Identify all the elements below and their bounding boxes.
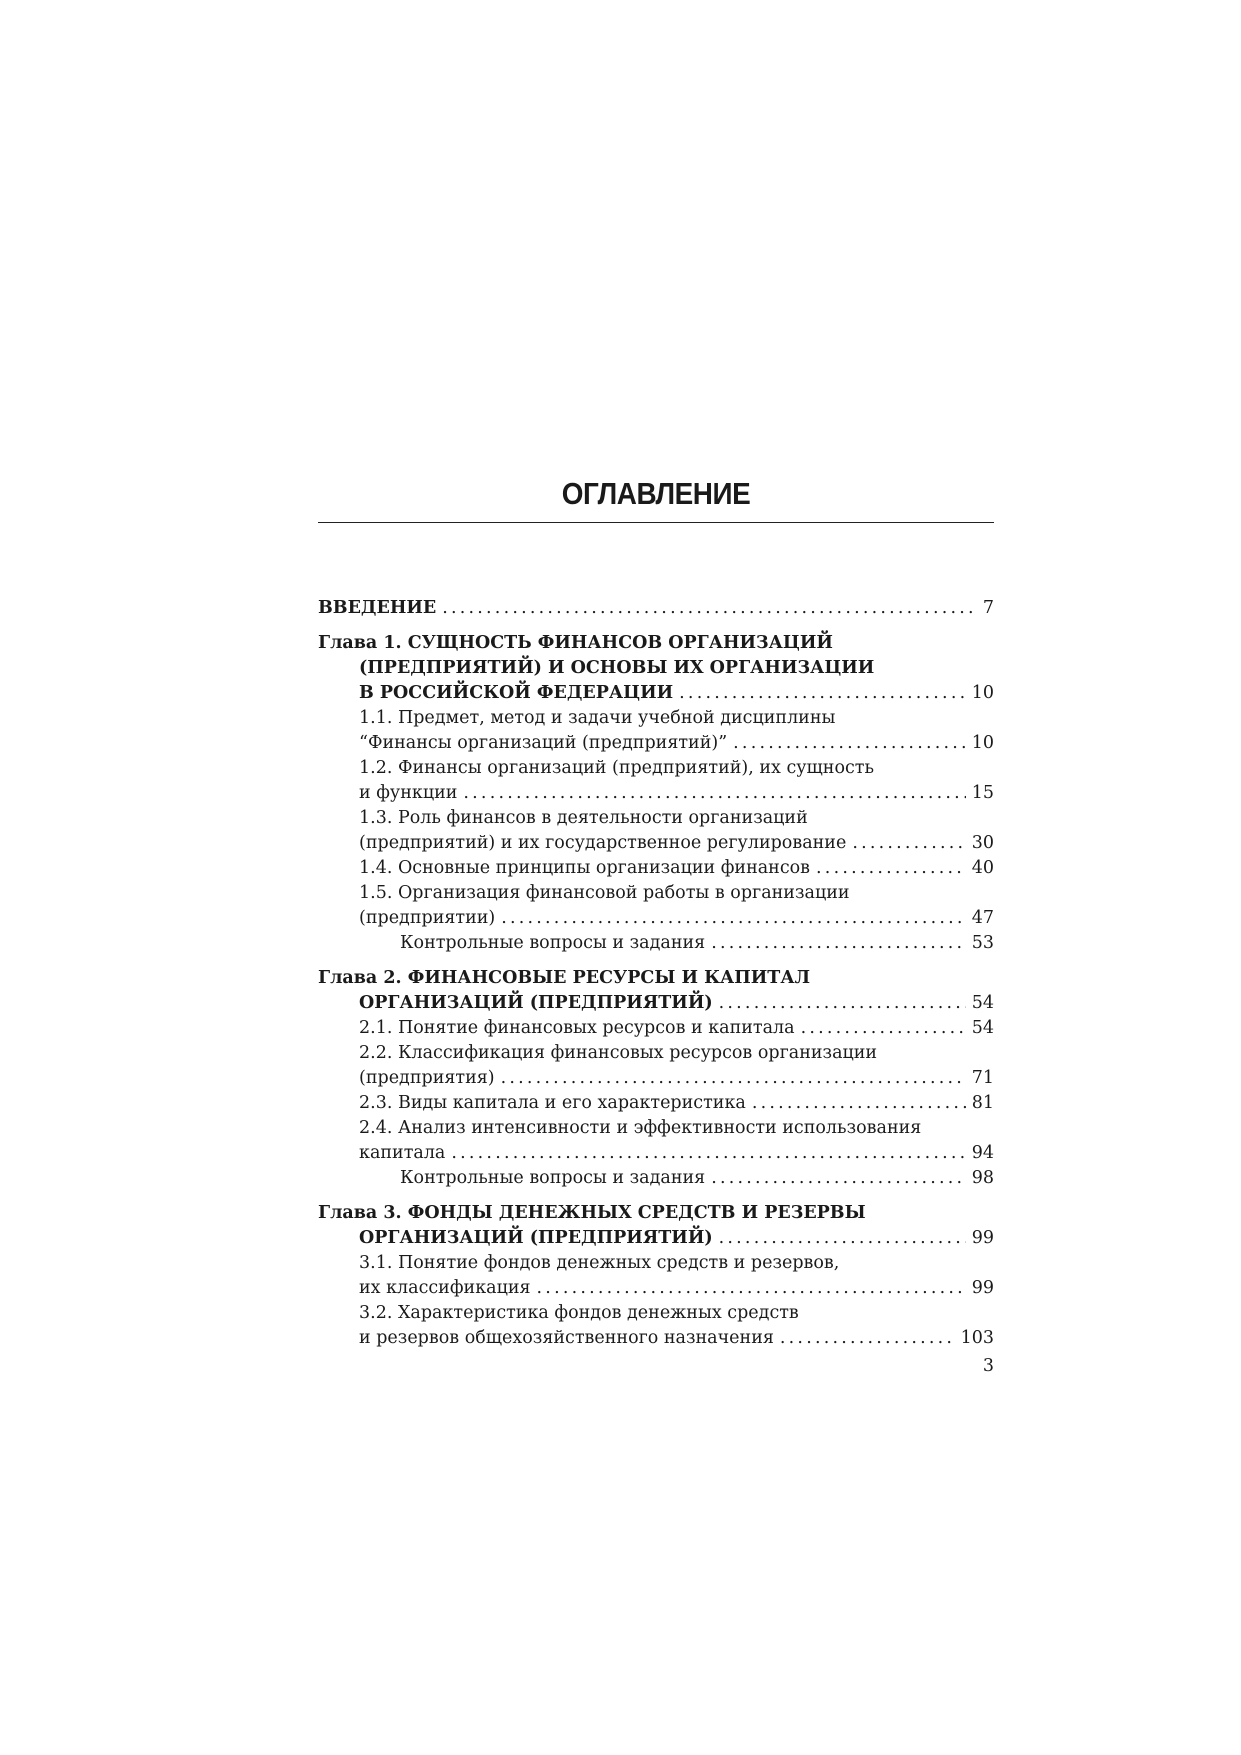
chapter-heading-line[interactable] bbox=[318, 966, 994, 991]
section-title: капитала bbox=[359, 1143, 446, 1163]
page-ref: 99 bbox=[971, 1228, 994, 1248]
leader-dots bbox=[442, 596, 977, 621]
leader-dots bbox=[719, 1226, 966, 1251]
page-ref: 10 bbox=[971, 733, 994, 753]
chapter-heading-line[interactable] bbox=[318, 631, 994, 656]
section-title: 2.1. Понятие финансовых ресурсов и капитала bbox=[359, 1018, 795, 1038]
toc-entry[interactable] bbox=[318, 596, 994, 621]
leader-dots bbox=[752, 1091, 966, 1116]
section-title: 1.3. Роль финансов в деятельности организаций bbox=[359, 808, 808, 828]
chapter-prefix: Глава 3. bbox=[318, 1203, 402, 1223]
section-line[interactable] bbox=[318, 1116, 994, 1141]
chapter-heading-line[interactable] bbox=[318, 991, 994, 1016]
chapter-title: ОРГАНИЗАЦИЙ (ПРЕДПРИЯТИЙ) bbox=[359, 993, 713, 1013]
toc-intro bbox=[318, 596, 994, 621]
page-ref: 15 bbox=[971, 783, 994, 803]
section-title: 1.4. Основные принципы организации финансов bbox=[359, 858, 811, 878]
questions-line[interactable] bbox=[318, 931, 994, 956]
section-line[interactable] bbox=[318, 1016, 994, 1041]
section-line[interactable] bbox=[318, 906, 994, 931]
leader-dots bbox=[852, 831, 965, 856]
leader-dots bbox=[679, 681, 966, 706]
page-ref: 71 bbox=[971, 1068, 994, 1088]
section-title: 1.2. Финансы организаций (предприятий), их сущность bbox=[359, 758, 875, 778]
section-line[interactable] bbox=[318, 731, 994, 756]
leader-dots bbox=[463, 781, 965, 806]
section-line[interactable] bbox=[318, 1301, 994, 1326]
toc-chapter-2 bbox=[318, 966, 994, 1191]
chapter-heading-line[interactable] bbox=[318, 656, 994, 681]
page-ref: 40 bbox=[971, 858, 994, 878]
chapter-title: ФОНДЫ ДЕНЕЖНЫХ СРЕДСТВ И РЕЗЕРВЫ bbox=[407, 1203, 866, 1223]
section-line[interactable] bbox=[318, 1276, 994, 1301]
page-ref: 81 bbox=[971, 1093, 994, 1113]
questions-title: Контрольные вопросы и задания bbox=[400, 933, 706, 953]
page-ref: 103 bbox=[960, 1328, 994, 1348]
page-title: ОГЛАВЛЕНИЕ bbox=[561, 476, 751, 511]
section-title: (предприятии) bbox=[359, 908, 496, 928]
section-title: 1.5. Организация финансовой работы в организации bbox=[359, 883, 850, 903]
section-title: “Финансы организаций (предприятий)” bbox=[359, 733, 728, 753]
section-title: 2.3. Виды капитала и его характеристика bbox=[359, 1093, 746, 1113]
leader-dots bbox=[501, 906, 965, 931]
section-line[interactable] bbox=[318, 1066, 994, 1091]
section-line[interactable] bbox=[318, 1251, 994, 1276]
section-title: 1.1. Предмет, метод и задачи учебной дисциплины bbox=[359, 708, 836, 728]
leader-dots bbox=[711, 931, 966, 956]
section-title: и функции bbox=[359, 783, 458, 803]
page-number: 3 bbox=[982, 1356, 994, 1376]
intro-label: ВВЕДЕНИЕ bbox=[318, 598, 437, 618]
chapter-prefix: Глава 2. bbox=[318, 968, 402, 988]
section-line[interactable] bbox=[318, 1041, 994, 1066]
section-title: (предприятий) и их государственное регулирование bbox=[359, 833, 847, 853]
page-ref: 54 bbox=[971, 1018, 994, 1038]
section-title: 3.2. Характеристика фондов денежных средств bbox=[359, 1303, 799, 1323]
chapter-heading-line[interactable] bbox=[318, 681, 994, 706]
chapter-title: СУЩНОСТЬ ФИНАНСОВ ОРГАНИЗАЦИЙ bbox=[407, 633, 833, 653]
leader-dots bbox=[801, 1016, 966, 1041]
page-ref: 99 bbox=[971, 1278, 994, 1298]
toc-chapter-1 bbox=[318, 631, 994, 956]
section-line[interactable] bbox=[318, 881, 994, 906]
section-title: 3.1. Понятие фондов денежных средств и резервов, bbox=[359, 1253, 840, 1273]
chapter-title: ОРГАНИЗАЦИЙ (ПРЕДПРИЯТИЙ) bbox=[359, 1228, 713, 1248]
page-ref: 7 bbox=[982, 598, 994, 618]
questions-title: Контрольные вопросы и задания bbox=[400, 1168, 706, 1188]
chapter-prefix: Глава 1. bbox=[318, 633, 402, 653]
title-rule bbox=[318, 522, 994, 523]
table-of-contents bbox=[318, 596, 994, 1351]
leader-dots bbox=[711, 1166, 966, 1191]
section-title: 2.4. Анализ интенсивности и эффективности использования bbox=[359, 1118, 922, 1138]
page-ref: 94 bbox=[971, 1143, 994, 1163]
section-title: и резервов общехозяйственного назначения bbox=[359, 1328, 774, 1348]
chapter-heading-line[interactable] bbox=[318, 1201, 994, 1226]
chapter-title: В РОССИЙСКОЙ ФЕДЕРАЦИИ bbox=[359, 683, 674, 703]
section-line[interactable] bbox=[318, 1091, 994, 1116]
page-ref: 54 bbox=[971, 993, 994, 1013]
leader-dots bbox=[451, 1141, 965, 1166]
page-ref: 30 bbox=[971, 833, 994, 853]
section-line[interactable] bbox=[318, 781, 994, 806]
leader-dots bbox=[537, 1276, 966, 1301]
section-line[interactable] bbox=[318, 856, 994, 881]
chapter-heading-line[interactable] bbox=[318, 1226, 994, 1251]
toc-chapter-3 bbox=[318, 1201, 994, 1351]
leader-dots bbox=[501, 1066, 966, 1091]
section-line[interactable] bbox=[318, 831, 994, 856]
page-ref: 98 bbox=[971, 1168, 994, 1188]
section-title: их классификация bbox=[359, 1278, 531, 1298]
chapter-title: ФИНАНСОВЫЕ РЕСУРСЫ И КАПИТАЛ bbox=[407, 968, 811, 988]
page-ref: 10 bbox=[971, 683, 994, 703]
section-title: (предприятия) bbox=[359, 1068, 495, 1088]
page-ref: 47 bbox=[971, 908, 994, 928]
page-ref: 53 bbox=[971, 933, 994, 953]
section-line[interactable] bbox=[318, 1326, 994, 1351]
leader-dots bbox=[816, 856, 966, 881]
questions-line[interactable] bbox=[318, 1166, 994, 1191]
leader-dots bbox=[733, 731, 966, 756]
leader-dots bbox=[719, 991, 966, 1016]
section-line[interactable] bbox=[318, 806, 994, 831]
section-line[interactable] bbox=[318, 1141, 994, 1166]
chapter-title: (ПРЕДПРИЯТИЙ) И ОСНОВЫ ИХ ОРГАНИЗАЦИИ bbox=[359, 658, 875, 678]
leader-dots bbox=[780, 1326, 955, 1351]
section-title: 2.2. Классификация финансовых ресурсов организации bbox=[359, 1043, 878, 1063]
section-line[interactable] bbox=[318, 706, 994, 731]
section-line[interactable] bbox=[318, 756, 994, 781]
